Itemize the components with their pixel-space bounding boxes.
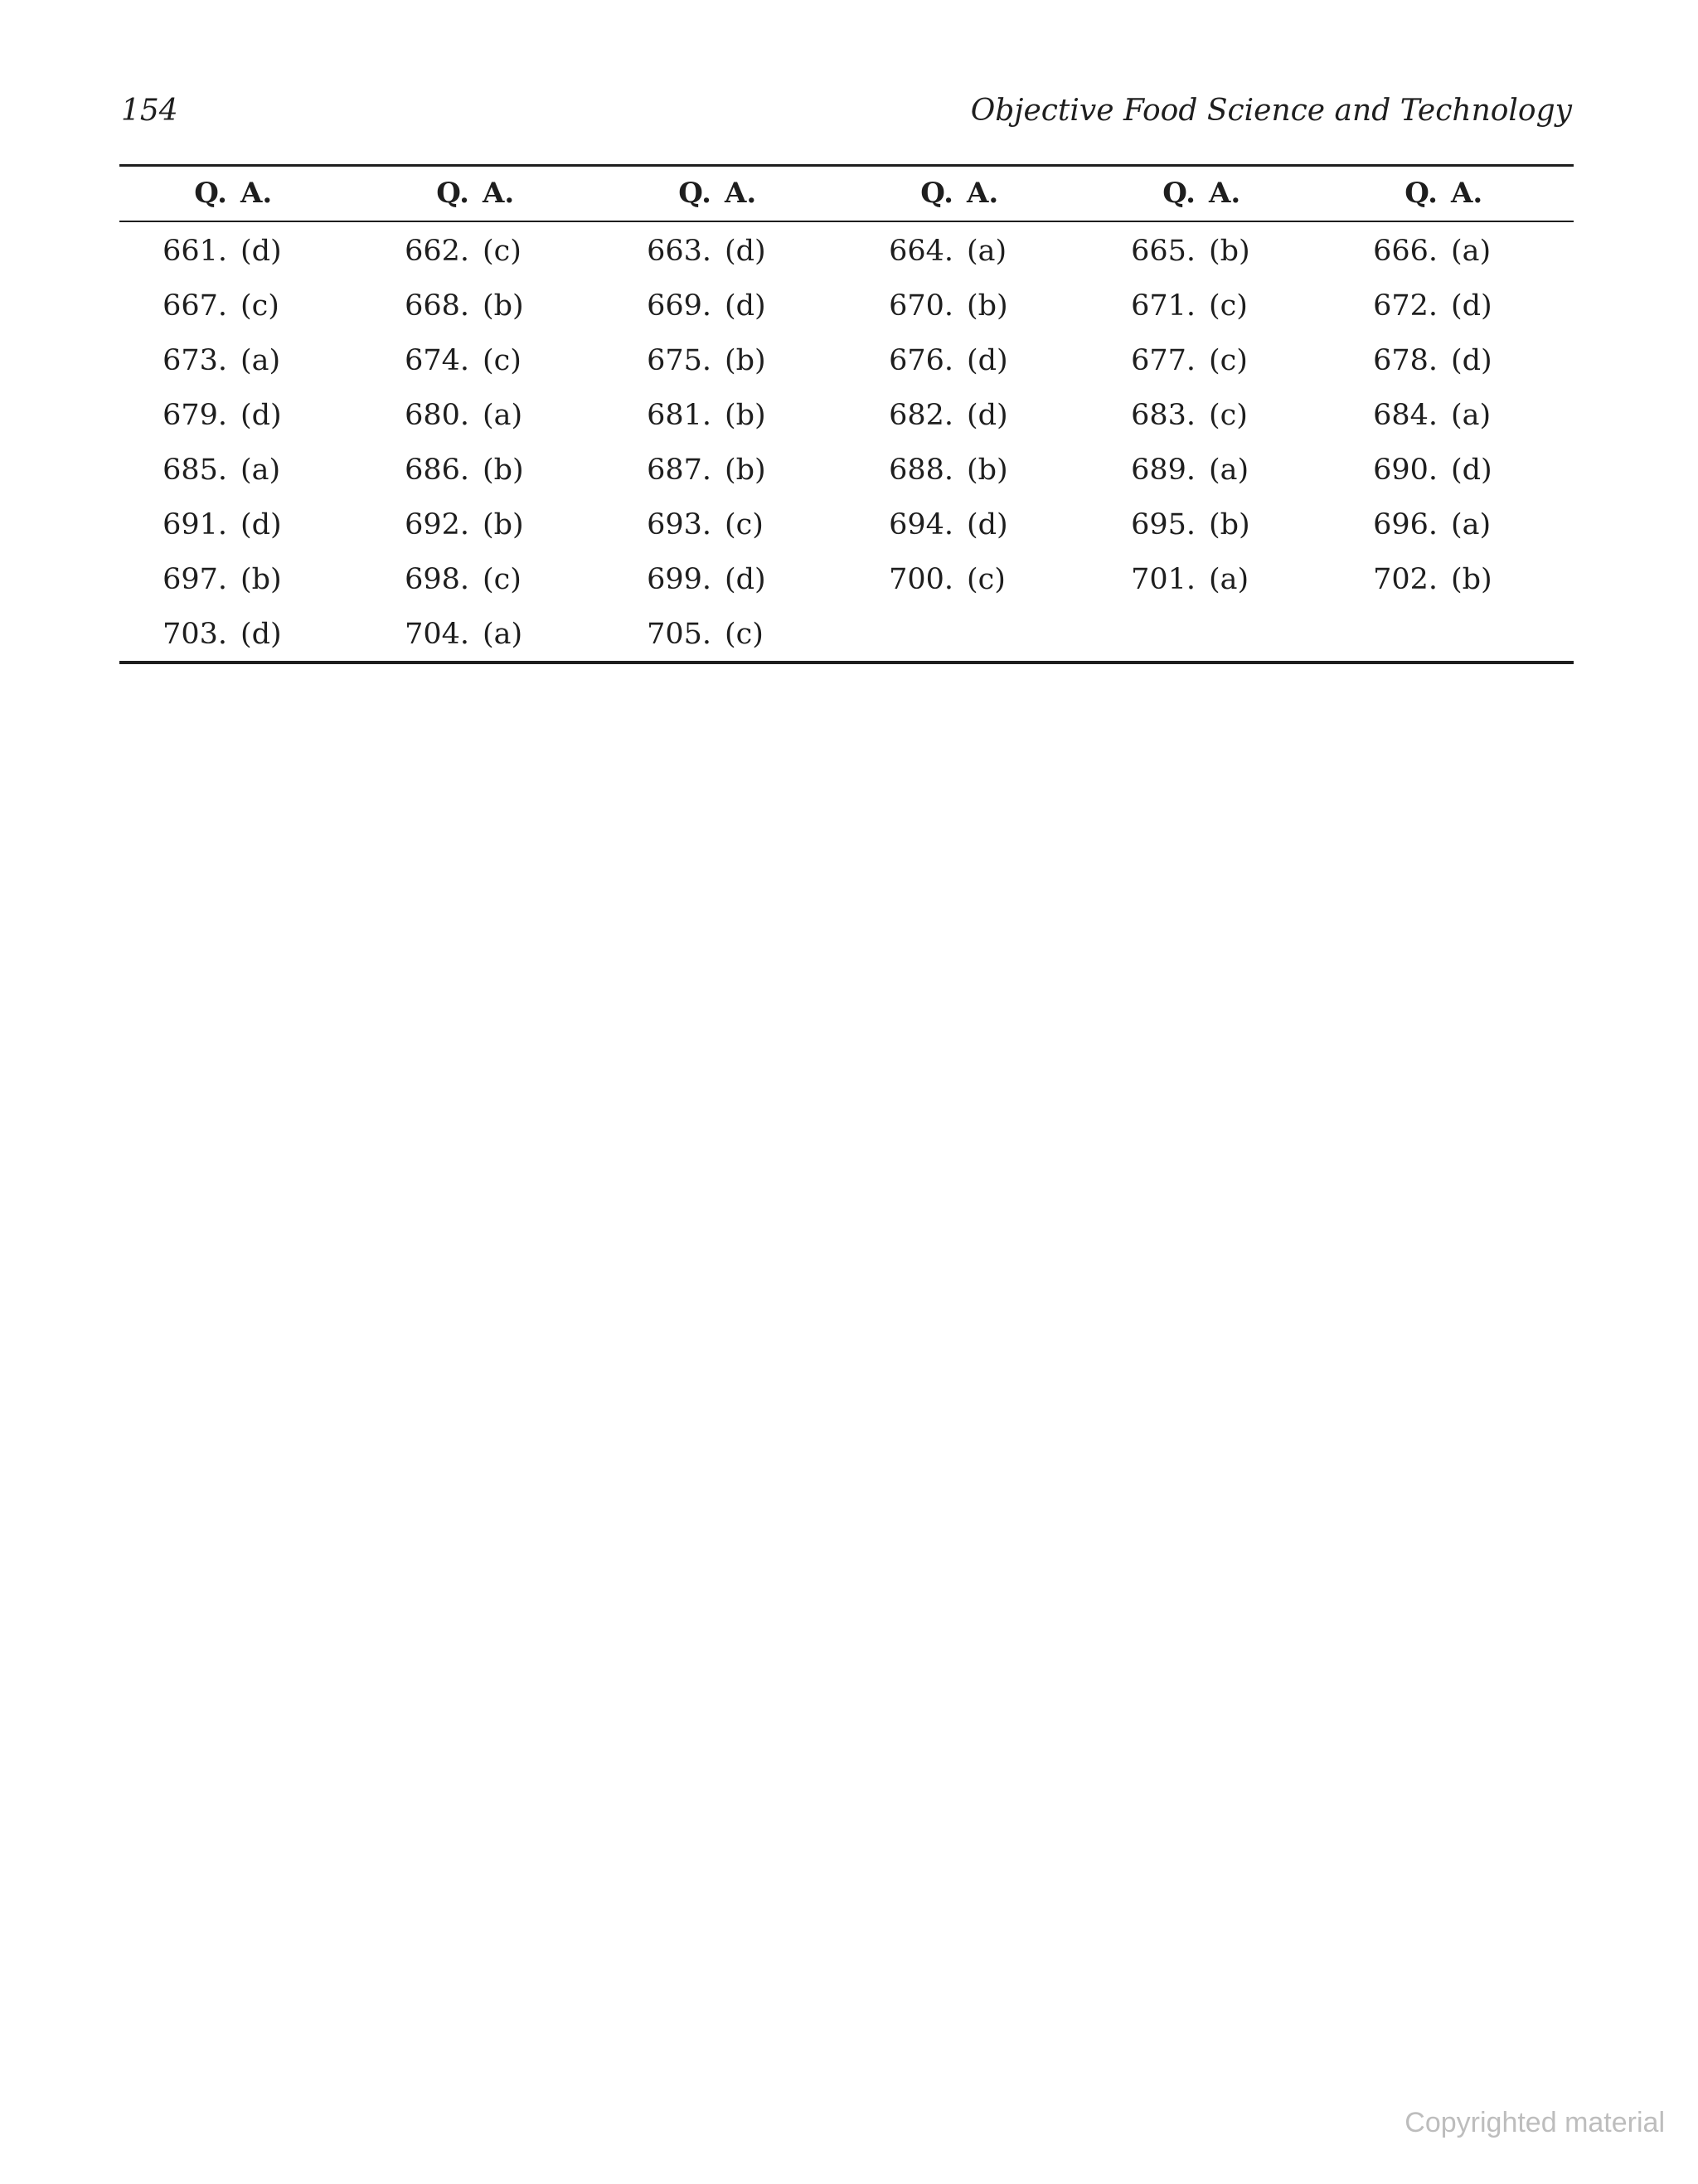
answer-option: (b)	[483, 289, 524, 323]
question-number: 662.	[405, 235, 469, 268]
question-number: 686.	[405, 454, 469, 487]
answer-cell	[119, 333, 361, 388]
question-header: Q.	[194, 177, 227, 210]
question-number: 696.	[1373, 508, 1438, 541]
question-number: 683.	[1131, 399, 1196, 432]
answer-option: (d)	[1451, 454, 1492, 487]
question-number: 677.	[1131, 344, 1196, 377]
answer-option: (b)	[240, 563, 282, 596]
question-number: 699.	[647, 563, 711, 596]
answer-header: A.	[240, 177, 273, 210]
answer-row	[119, 552, 1574, 607]
question-number: 666.	[1373, 235, 1438, 268]
answer-cell	[1330, 333, 1572, 388]
question-number: 685.	[163, 454, 227, 487]
answer-option: (a)	[483, 618, 523, 651]
question-number: 672.	[1373, 289, 1438, 323]
answer-header: A.	[967, 177, 999, 210]
answer-cell	[119, 388, 361, 443]
answer-option: (c)	[725, 618, 764, 651]
answer-cell	[1330, 552, 1572, 607]
answer-option: (b)	[725, 399, 766, 432]
answer-header: A.	[1209, 177, 1241, 210]
question-number: 661.	[163, 235, 227, 268]
answer-cell	[1330, 388, 1572, 443]
answer-cell	[119, 224, 361, 279]
question-number: 705.	[647, 618, 711, 651]
column-header	[361, 169, 604, 217]
answer-option: (d)	[967, 399, 1008, 432]
answer-option: (c)	[725, 508, 764, 541]
answer-cell	[604, 497, 846, 552]
answer-option: (c)	[483, 563, 522, 596]
answer-cell	[1088, 497, 1330, 552]
question-number: 690.	[1373, 454, 1438, 487]
answer-cell	[846, 333, 1088, 388]
answer-option: (b)	[967, 289, 1008, 323]
answer-cell	[361, 497, 604, 552]
answer-cell	[1088, 443, 1330, 497]
answer-option: (a)	[240, 454, 281, 487]
table-header-rule	[119, 221, 1574, 222]
question-header: Q.	[1162, 177, 1196, 210]
answer-cell	[1330, 443, 1572, 497]
question-header: Q.	[678, 177, 711, 210]
table-bottom-rule	[119, 661, 1574, 664]
question-number: 692.	[405, 508, 469, 541]
running-title: Objective Food Science and Technology	[970, 94, 1572, 128]
answer-cell	[846, 443, 1088, 497]
answer-cell	[361, 333, 604, 388]
answer-option: (c)	[1209, 399, 1248, 432]
answer-row	[119, 443, 1574, 497]
answer-option: (b)	[967, 454, 1008, 487]
answer-header: A.	[1451, 177, 1483, 210]
answer-option: (d)	[725, 289, 766, 323]
answer-cell	[604, 279, 846, 333]
answer-option: (a)	[1451, 235, 1492, 268]
answer-key-table	[119, 224, 1574, 662]
answer-cell	[119, 279, 361, 333]
answer-option: (b)	[1209, 508, 1250, 541]
answer-cell	[604, 388, 846, 443]
question-number: 664.	[889, 235, 953, 268]
answer-option: (c)	[967, 563, 1006, 596]
answer-cell	[846, 224, 1088, 279]
answer-option: (a)	[483, 399, 523, 432]
answer-option: (d)	[725, 235, 766, 268]
question-header: Q.	[1404, 177, 1438, 210]
answer-cell	[361, 388, 604, 443]
answer-row	[119, 388, 1574, 443]
question-number: 680.	[405, 399, 469, 432]
question-number: 684.	[1373, 399, 1438, 432]
answer-option: (c)	[483, 235, 522, 268]
answer-row	[119, 607, 1574, 662]
answer-cell	[1088, 333, 1330, 388]
answer-option: (d)	[1451, 344, 1492, 377]
answer-option: (d)	[240, 399, 282, 432]
question-number: 701.	[1131, 563, 1196, 596]
answer-cell	[361, 607, 604, 662]
answer-cell	[846, 388, 1088, 443]
answer-cell	[1088, 279, 1330, 333]
answer-option: (d)	[240, 618, 282, 651]
answer-option: (d)	[240, 235, 282, 268]
answer-row	[119, 497, 1574, 552]
question-number: 676.	[889, 344, 953, 377]
question-number: 679.	[163, 399, 227, 432]
question-number: 687.	[647, 454, 711, 487]
question-number: 670.	[889, 289, 953, 323]
answer-cell	[604, 607, 846, 662]
answer-cell	[1330, 497, 1572, 552]
question-number: 663.	[647, 235, 711, 268]
answer-option: (a)	[240, 344, 281, 377]
question-number: 703.	[163, 618, 227, 651]
answer-option: (d)	[240, 508, 282, 541]
question-number: 704.	[405, 618, 469, 651]
answer-option: (d)	[967, 344, 1008, 377]
answer-cell	[1088, 224, 1330, 279]
question-number: 671.	[1131, 289, 1196, 323]
answer-cell	[604, 224, 846, 279]
answer-row	[119, 224, 1574, 279]
column-header	[119, 169, 361, 217]
question-number: 691.	[163, 508, 227, 541]
copyright-watermark: Copyrighted material	[1404, 2107, 1665, 2138]
question-header: Q.	[436, 177, 469, 210]
answer-option: (d)	[967, 508, 1008, 541]
column-header	[1330, 169, 1572, 217]
answer-cell	[361, 279, 604, 333]
answer-cell	[1330, 279, 1572, 333]
question-number: 693.	[647, 508, 711, 541]
question-number: 689.	[1131, 454, 1196, 487]
answer-cell	[604, 552, 846, 607]
answer-cell	[846, 279, 1088, 333]
answer-option: (d)	[725, 563, 766, 596]
question-number: 698.	[405, 563, 469, 596]
answer-option: (a)	[967, 235, 1007, 268]
answer-cell	[119, 607, 361, 662]
answer-option: (a)	[1209, 454, 1249, 487]
page-number: 154	[121, 94, 178, 128]
answer-option: (b)	[1451, 563, 1492, 596]
question-number: 694.	[889, 508, 953, 541]
answer-option: (b)	[725, 454, 766, 487]
answer-cell	[361, 443, 604, 497]
answer-option: (c)	[240, 289, 279, 323]
question-number: 669.	[647, 289, 711, 323]
answer-cell	[1088, 388, 1330, 443]
column-header	[604, 169, 846, 217]
answer-row	[119, 333, 1574, 388]
answer-row	[119, 279, 1574, 333]
question-number: 678.	[1373, 344, 1438, 377]
question-number: 668.	[405, 289, 469, 323]
answer-header: A.	[483, 177, 515, 210]
question-number: 700.	[889, 563, 953, 596]
answer-option: (a)	[1451, 399, 1492, 432]
answer-option: (b)	[1209, 235, 1250, 268]
question-header: Q.	[920, 177, 953, 210]
question-number: 675.	[647, 344, 711, 377]
column-header	[846, 169, 1088, 217]
question-number: 667.	[163, 289, 227, 323]
answer-option: (d)	[1451, 289, 1492, 323]
answer-cell	[846, 497, 1088, 552]
question-number: 682.	[889, 399, 953, 432]
question-number: 702.	[1373, 563, 1438, 596]
answer-option: (a)	[1451, 508, 1492, 541]
answer-cell	[604, 443, 846, 497]
column-header	[1088, 169, 1330, 217]
answer-header: A.	[725, 177, 757, 210]
answer-option: (c)	[1209, 344, 1248, 377]
answer-option: (a)	[1209, 563, 1249, 596]
question-number: 681.	[647, 399, 711, 432]
question-number: 688.	[889, 454, 953, 487]
answer-cell	[119, 497, 361, 552]
question-number: 695.	[1131, 508, 1196, 541]
answer-option: (b)	[483, 454, 524, 487]
answer-option: (c)	[483, 344, 522, 377]
answer-cell	[361, 552, 604, 607]
answer-cell	[361, 224, 604, 279]
answer-cell	[119, 552, 361, 607]
answer-option: (b)	[483, 508, 524, 541]
answer-cell	[119, 443, 361, 497]
table-header-row	[119, 169, 1574, 217]
answer-option: (c)	[1209, 289, 1248, 323]
answer-cell	[846, 552, 1088, 607]
question-number: 665.	[1131, 235, 1196, 268]
answer-option: (b)	[725, 344, 766, 377]
answer-cell	[1088, 552, 1330, 607]
question-number: 697.	[163, 563, 227, 596]
answer-cell	[604, 333, 846, 388]
answer-cell	[1330, 224, 1572, 279]
question-number: 673.	[163, 344, 227, 377]
question-number: 674.	[405, 344, 469, 377]
table-top-rule	[119, 164, 1574, 167]
